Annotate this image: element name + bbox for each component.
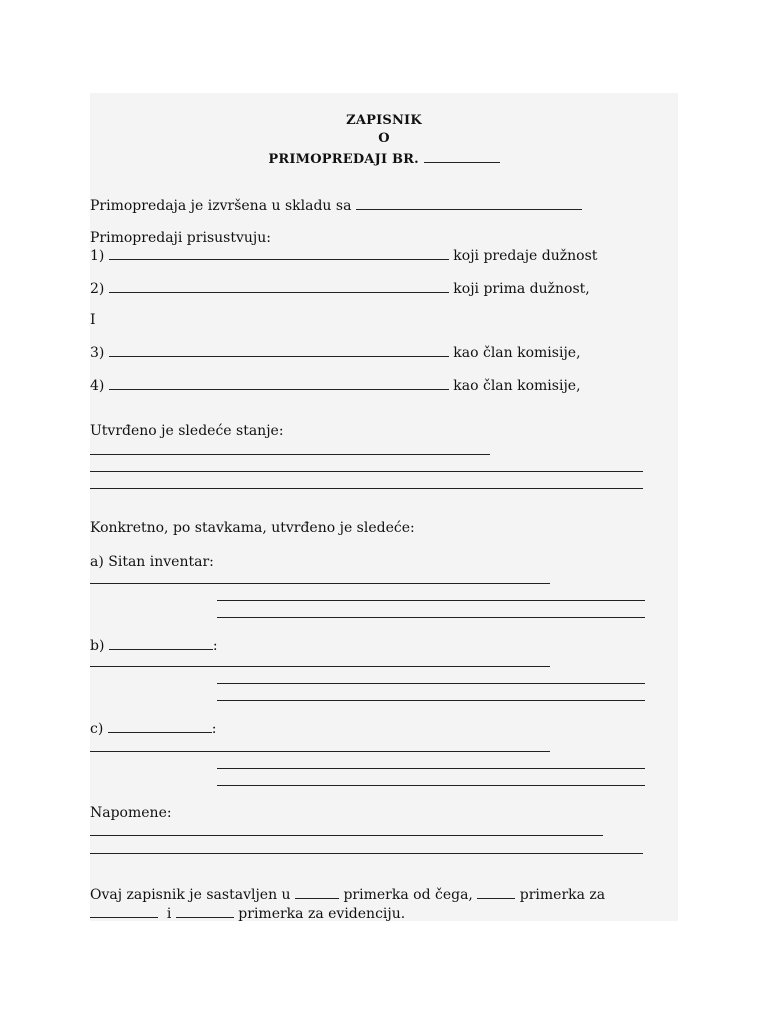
copies-total-blank[interactable] [295,885,339,899]
item-blank-line[interactable] [217,600,645,601]
attendee-role: koji prima dužnost, [453,281,590,297]
copies-evidence-blank[interactable] [176,904,234,918]
intro-blank[interactable] [356,196,582,210]
attendee-number: 4) [90,378,105,394]
item-c-heading [90,719,216,738]
item-letter: b) [90,638,105,654]
item-blank-line[interactable] [217,617,645,618]
state-blank-line[interactable] [90,488,643,489]
item-suffix: : [212,638,218,654]
item-suffix: : [209,554,214,570]
closing-line-1 [90,885,605,904]
doc-title-line1: ZAPISNIK [346,113,422,128]
closing-text: primerka za evidenciju. [238,906,406,922]
item-name: Sitan inventar [108,554,210,570]
item-b-heading [90,636,218,655]
attendee-role: koji predaje dužnost [453,248,598,264]
notes-blank-line[interactable] [90,835,603,836]
attendee-number: 3) [90,345,105,361]
closing-text: primerka od čega, [343,887,473,903]
attendees-heading: Primopredaji prisustvuju: [90,230,271,246]
doc-title-line3 [90,149,678,167]
closing-line-2 [90,904,405,923]
item-blank-line[interactable] [217,700,645,701]
state-blank-line[interactable] [90,454,490,455]
attendee-name-blank[interactable] [109,343,449,357]
item-blank-line[interactable] [217,683,645,684]
recipient-blank[interactable] [90,904,158,918]
item-blank-line[interactable] [90,583,550,584]
doc-title-line2: O [378,131,390,146]
items-heading: Konkretno, po stavkama, utvrđeno je sledeće: [90,520,415,536]
closing-text: primerka za [519,887,606,903]
item-blank-line[interactable] [90,751,550,752]
item-letter: a) [90,554,104,570]
attendee-name-blank[interactable] [109,279,449,293]
attendees-conjunction: I [90,312,96,328]
item-name-blank[interactable] [109,636,213,650]
state-heading: Utvrđeno je sledeće stanje: [90,423,284,439]
intro-text: Primopredaja je izvršena u skladu sa [90,198,352,214]
doc-number-blank[interactable] [424,149,500,163]
notes-blank-line[interactable] [90,853,643,854]
attendee-role: kao član komisije, [453,378,581,394]
attendee-name-blank[interactable] [109,246,449,260]
closing-text: Ovaj zapisnik je sastavljen u [90,887,291,903]
item-a-heading [90,553,214,571]
intro-line [90,196,582,215]
attendee-row-3 [90,343,581,362]
document-page [90,93,678,921]
attendee-number: 2) [90,281,105,297]
attendee-name-blank[interactable] [109,376,449,390]
item-suffix: : [211,721,217,737]
state-blank-line[interactable] [90,471,643,472]
copies-for-blank[interactable] [477,885,515,899]
item-letter: c) [90,721,104,737]
notes-heading: Napomene: [90,805,172,821]
attendee-row-1 [90,246,597,265]
item-name-blank[interactable] [108,719,212,733]
closing-text: i [166,906,172,922]
attendee-number: 1) [90,248,105,264]
doc-title-number-label: PRIMOPREDAJI BR. [268,152,419,167]
item-blank-line[interactable] [217,768,645,769]
attendee-row-2 [90,279,590,298]
attendee-role: kao član komisije, [453,345,581,361]
item-blank-line[interactable] [90,666,550,667]
attendee-row-4 [90,376,581,395]
item-blank-line[interactable] [217,785,645,786]
